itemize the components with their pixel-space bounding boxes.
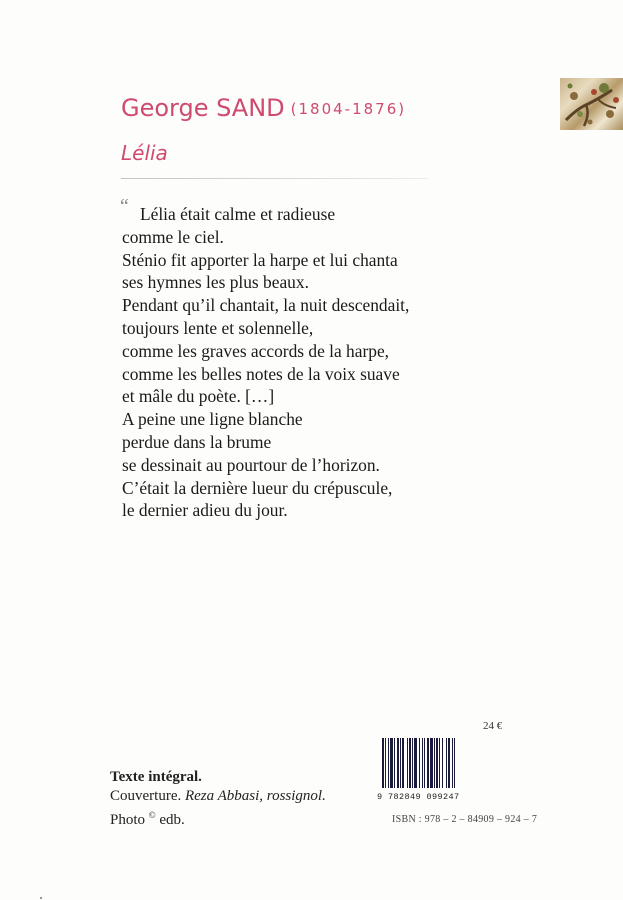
barcode-bar — [402, 738, 404, 788]
barcode-bar — [394, 738, 395, 788]
barcode-bar — [452, 738, 453, 788]
barcode-bar — [424, 738, 425, 788]
author-heading — [121, 94, 406, 122]
cover-credit: Reza Abbasi, rossignol. — [184, 788, 326, 804]
barcode-bar — [422, 738, 423, 788]
isbn-barcode — [376, 738, 494, 807]
opening-quote-mark: “ — [118, 195, 130, 217]
excerpt-block — [122, 203, 409, 522]
work-title: Lélia — [121, 141, 168, 165]
edition-note: Texte intégral. — [110, 769, 202, 785]
photo-credit-line — [110, 806, 326, 830]
excerpt-line: se dessinait au pourtour de l’horizon. — [122, 454, 380, 475]
excerpt-line: ses hymnes les plus beaux. — [122, 272, 309, 293]
barcode-graphic — [376, 738, 494, 802]
cover-art-thumbnail — [560, 78, 623, 130]
cover-label: Couverture. — [110, 788, 182, 804]
barcode-bar — [442, 738, 443, 788]
author-years: (1804-1876) — [290, 100, 407, 118]
excerpt-line: Pendant qu’il chantait, la nuit descendait, — [122, 295, 410, 316]
excerpt-line: comme les belles notes de la voix suave — [122, 363, 400, 384]
barcode-bar — [385, 738, 386, 788]
barcode-digits: 9 782849 099247 — [377, 792, 460, 802]
excerpt-line: toujours lente et solennelle, — [122, 317, 314, 338]
barcode-bar — [430, 738, 433, 788]
painting-thumbnail-icon — [560, 78, 623, 130]
excerpt-line: Lélia était calme et radieuse — [140, 204, 336, 224]
copyright-symbol: © — [148, 810, 156, 820]
excerpt-line: et mâle du poète. […] — [122, 386, 275, 407]
excerpt-line: comme les graves accords de la harpe, — [122, 340, 390, 361]
excerpt-line: A peine une ligne blanche — [122, 409, 303, 430]
imprint-block — [110, 768, 326, 830]
stray-mark — [40, 897, 42, 899]
author-name: George SAND — [121, 94, 285, 122]
isbn-number: ISBN : 978 – 2 – 84909 – 924 – 7 — [392, 814, 538, 825]
excerpt-line: comme le ciel. — [122, 226, 224, 247]
photo-credit: edb. — [159, 812, 185, 828]
barcode-bar — [419, 738, 420, 788]
excerpt-line: perdue dans la brume — [122, 431, 272, 452]
barcode-bar — [436, 738, 438, 788]
barcode-bar — [427, 738, 429, 788]
barcode-bar — [382, 738, 384, 788]
barcode-bar — [390, 738, 393, 788]
photo-label: Photo — [110, 812, 146, 828]
barcode-bar — [407, 738, 408, 788]
barcode-bar — [397, 738, 399, 788]
excerpt-line: C’était la dernière lueur du crépuscule, — [122, 477, 393, 498]
barcode-bar — [454, 738, 455, 788]
excerpt-line: le dernier adieu du jour. — [122, 500, 288, 521]
barcode-bar — [412, 738, 413, 788]
barcode-bar — [388, 738, 389, 788]
barcode-bar — [446, 738, 447, 788]
barcode-bar — [400, 738, 401, 788]
excerpt-line: Sténio fit apporter la harpe et lui chanta — [122, 249, 398, 270]
barcode-bar — [414, 738, 417, 788]
cover-credit-line — [110, 787, 326, 806]
barcode-bar — [448, 738, 450, 788]
barcode-bar — [439, 738, 440, 788]
price-label: 24 € — [483, 720, 503, 732]
barcode-bar — [434, 738, 435, 788]
title-divider — [121, 178, 428, 179]
barcode-bar — [409, 738, 411, 788]
